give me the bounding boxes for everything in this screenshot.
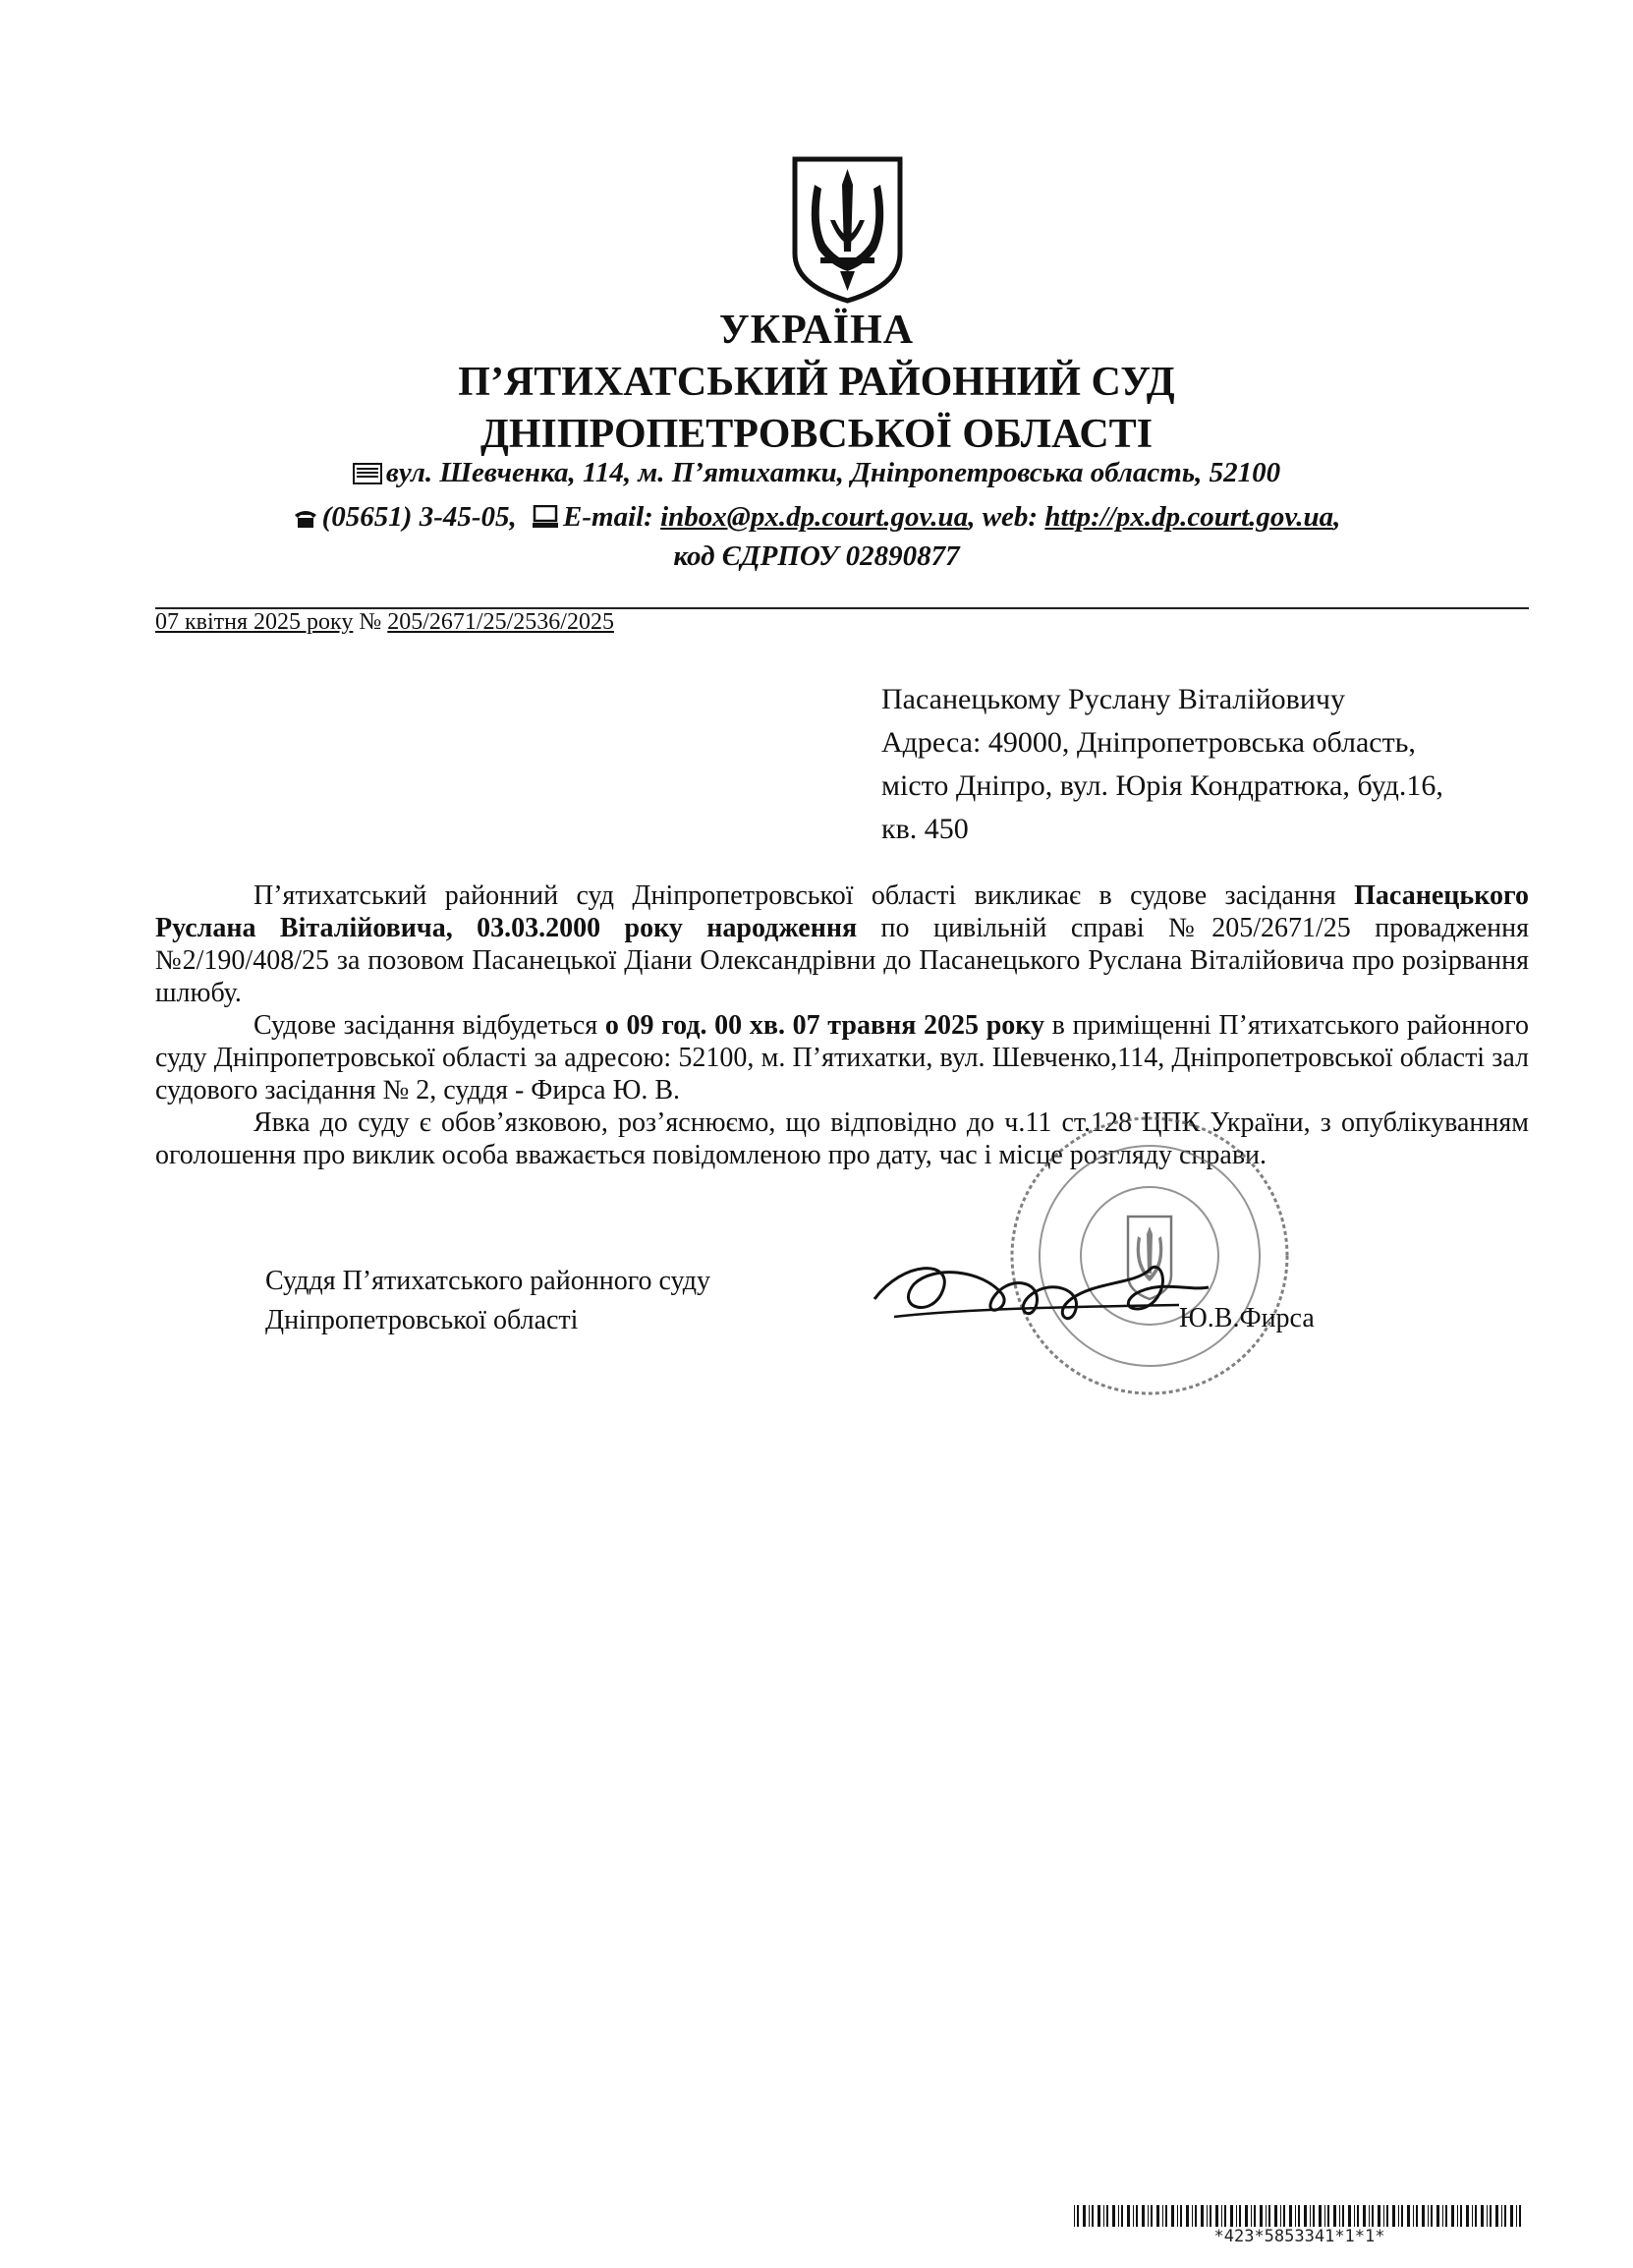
header-web-label: , web: [968, 501, 1039, 533]
handwritten-signature [865, 1240, 1218, 1348]
header-address: вул. Шевченка, 114, м. П’ятихатки, Дніпропетровська область, 52100 [385, 457, 1281, 488]
addressee-block [881, 678, 1510, 851]
signatory-title-line: Суддя П’ятихатського районного суду [265, 1266, 711, 1296]
header-email-link[interactable]: inbox@px.dp.court.gov.ua [660, 501, 969, 533]
reference-date: 07 квітня 2025 року [155, 609, 354, 635]
addressee-name: Пасанецькому Руслану Віталійовичу [881, 683, 1345, 715]
body-paragraph-notice: Явка до суду є обов’язковою, роз’яснюємо, що відповідно до ч.11 ст.128 ЦПК України, з опублікуванням оголошення про виклик особа вважається повідомленою про дату, час і місце розгляду справи. [155, 1107, 1529, 1170]
letter-body [155, 879, 1529, 1171]
body-paragraph-summons [155, 879, 1529, 1009]
signatory-title-line: Дніпропетровської області [265, 1305, 579, 1335]
body-paragraph-hearing [155, 1009, 1529, 1106]
header-region: ДНІПРОПЕТРОВСЬКОЇ ОБЛАСТІ [479, 412, 1154, 457]
computer-icon [532, 505, 559, 529]
header-edrpou: код ЄДРПОУ 02890877 [673, 540, 960, 572]
barcode-number: *423*5853341*1*1* [1213, 2227, 1385, 2246]
addressee-address-line: кв. 450 [881, 813, 969, 845]
body-text: Судове засідання відбудеться [253, 1010, 605, 1041]
document-barcode [1074, 2205, 1526, 2227]
reference-number: 205/2671/25/2536/2025 [387, 609, 614, 635]
body-text: по цивільній справі №205/2671/25 провадження №2/190/408/25 за позовом Пасанецької Діани Олександрівни до Пасанецького Руслана Віталійовича про розірвання шлюбу. [155, 913, 1529, 1008]
header-web-link[interactable]: http://px.dp.court.gov.ua [1044, 501, 1334, 533]
header-contacts-line [0, 501, 1633, 534]
addressee-address-line: Адреса: 49000, Дніпропетровська область, [881, 726, 1416, 759]
reference-number-sign: № [359, 609, 382, 635]
header-country: УКРАЇНА [718, 308, 915, 353]
header-court-name: П’ЯТИХАТСЬКИЙ РАЙОННИЙ СУД [458, 360, 1175, 405]
body-text: в приміщенні П’ятихатського районного суду Дніпропетровської області за адресою: 52100, м. П’ятихатки, вул. Шевченко,114, Дніпропетровської області зал судового засідання № 2, суддя - Фирса Ю. В. [155, 1010, 1529, 1106]
header-web-suffix: , [1333, 501, 1341, 533]
header-phone: (05651) 3-45-05, [321, 501, 517, 533]
body-text: П’ятихатський районний суд Дніпропетровської області викликає в судове засідання [253, 880, 1355, 911]
summoned-person: Пасанецького Руслана Віталійовича, 03.03.2000 року народження [155, 880, 1529, 943]
addressee-address-line: місто Дніпро, вул. Юрія Кондратюка, буд.16, [881, 769, 1443, 802]
header-email-label: E-mail: [563, 501, 653, 533]
envelope-icon [353, 463, 382, 484]
coat-of-arms-emblem [791, 155, 904, 305]
signatory-title [265, 1262, 710, 1340]
reference-line [155, 609, 614, 636]
header-address-line [0, 457, 1633, 489]
hearing-datetime: о 09 год. 00 хв. 07 травня 2025 року [604, 1010, 1045, 1041]
signatory-name: Ю.В.Фирса [1179, 1303, 1315, 1333]
telephone-icon [293, 507, 318, 529]
